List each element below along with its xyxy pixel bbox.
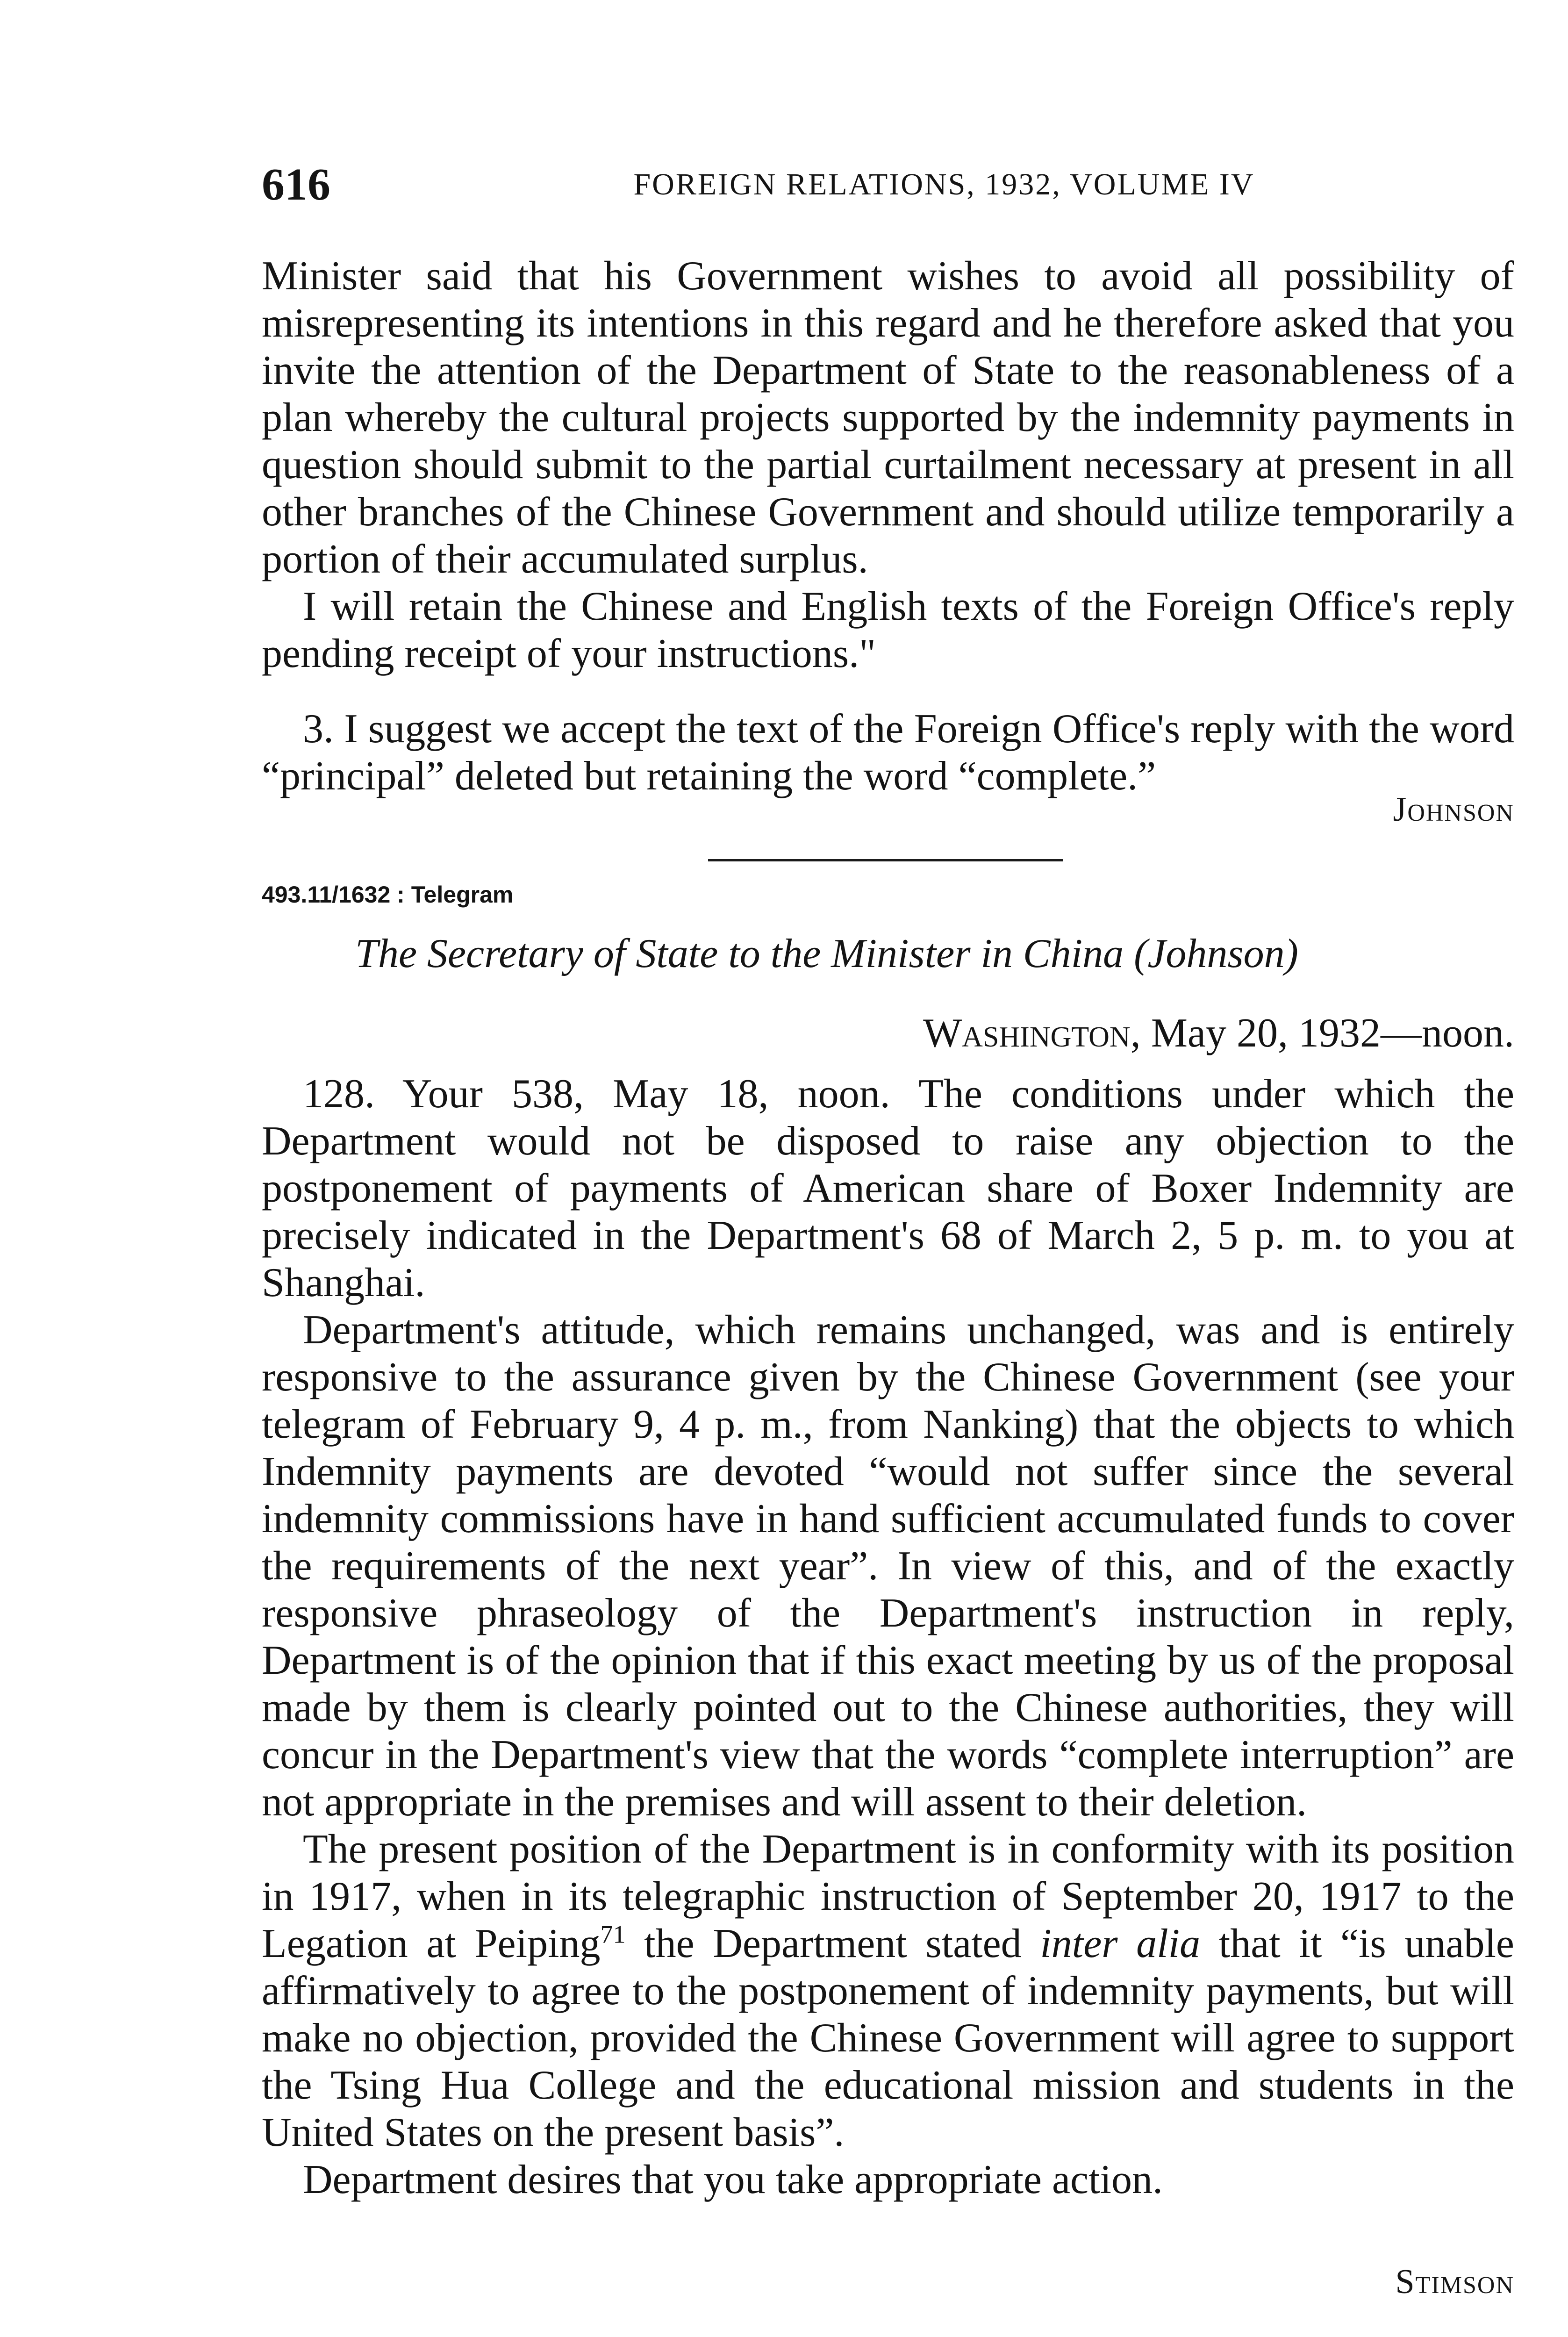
- running-head: FOREIGN RELATIONS, 1932, VOLUME IV: [633, 167, 1255, 201]
- signature-johnson: Johnson: [1393, 790, 1514, 829]
- continuation-text: [262, 252, 1514, 800]
- page-number: 616: [262, 159, 330, 210]
- file-reference: 493.11/1632 : Telegram: [262, 882, 514, 908]
- paragraph-text: that it “is unable affirmatively to agree to the postponement of indemnity payments, but will make no objection, provided the Chinese Government will agree to support the Tsing Hua College and the educational mission and students in the United States on the present basis”.: [262, 1921, 1514, 2155]
- paragraph-text: the Department stated: [625, 1921, 1040, 1966]
- telegram-paragraph: [262, 1826, 1514, 2156]
- document-title: The Secretary of State to the Minister in China (Johnson): [355, 931, 1298, 976]
- telegram-paragraph: Department's attitude, which remains unchanged, was and is entirely responsive to the assurance given by the Chinese Government (see your telegram of February 9, 4 p. m., from Nanking) that the objects to which Indemnity payments are devoted “would not suffer since the several indemnity commissions have in hand sufficient accumulated funds to cover the requirements of the next year”. In view of this, and of the exactly responsive phraseology of the Department's instruction in reply, Department is of the opinion that if this exact meeting by us of the proposal made by them is clearly pointed out to the Chinese authorities, they will concur in the Department's view that the words “complete interruption” are not appropriate in the premises and will assent to their deletion.: [262, 1307, 1514, 1825]
- page-header: [262, 154, 1510, 215]
- paragraph-text: The present position of the Department is in conformity with its position in 1917, when in its telegraphic instruction of September 20, 1917 to the Legation at Peiping: [262, 1827, 1514, 1966]
- dateline: [923, 1010, 1514, 1057]
- signature-stimson: Stimson: [1395, 2263, 1514, 2301]
- telegram-text: [262, 1070, 1514, 2203]
- telegram-paragraph: Department desires that you take appropriate action.: [303, 2157, 1163, 2202]
- continuation-paragraph: I will retain the Chinese and English texts of the Foreign Office's reply pending receipt of your instructions.": [262, 584, 1514, 676]
- footnote-reference: 71: [600, 1920, 626, 1949]
- continuation-paragraph: Minister said that his Government wishes to avoid all possibility of misrepresenting its intentions in this regard and he therefore asked that you invite the attention of the Department of State to the reasonableness of a plan whereby the cultural projects supported by the indemnity payments in question should submit to the partial curtailment necessary at present in all other branches of the Chinese Government and should utilize temporarily a portion of their accumulated surplus.: [262, 253, 1514, 582]
- telegram-paragraph: 128. Your 538, May 18, noon. The conditions under which the Department would not be disposed to raise any objection to the postponement of payments of American share of Boxer Indemnity are precisely indicated in the Department's 68 of March 2, 5 p. m. to you at Shanghai.: [262, 1071, 1514, 1305]
- section-divider: [708, 859, 1063, 861]
- latin-phrase: inter alia: [1040, 1921, 1201, 1966]
- continuation-paragraph: 3. I suggest we accept the text of the Foreign Office's reply with the word “principal” deleted but retaining the word “complete.”: [262, 706, 1514, 799]
- dateline-place: Washington: [923, 1011, 1131, 1056]
- dateline-date: , May 20, 1932—noon.: [1130, 1011, 1514, 1056]
